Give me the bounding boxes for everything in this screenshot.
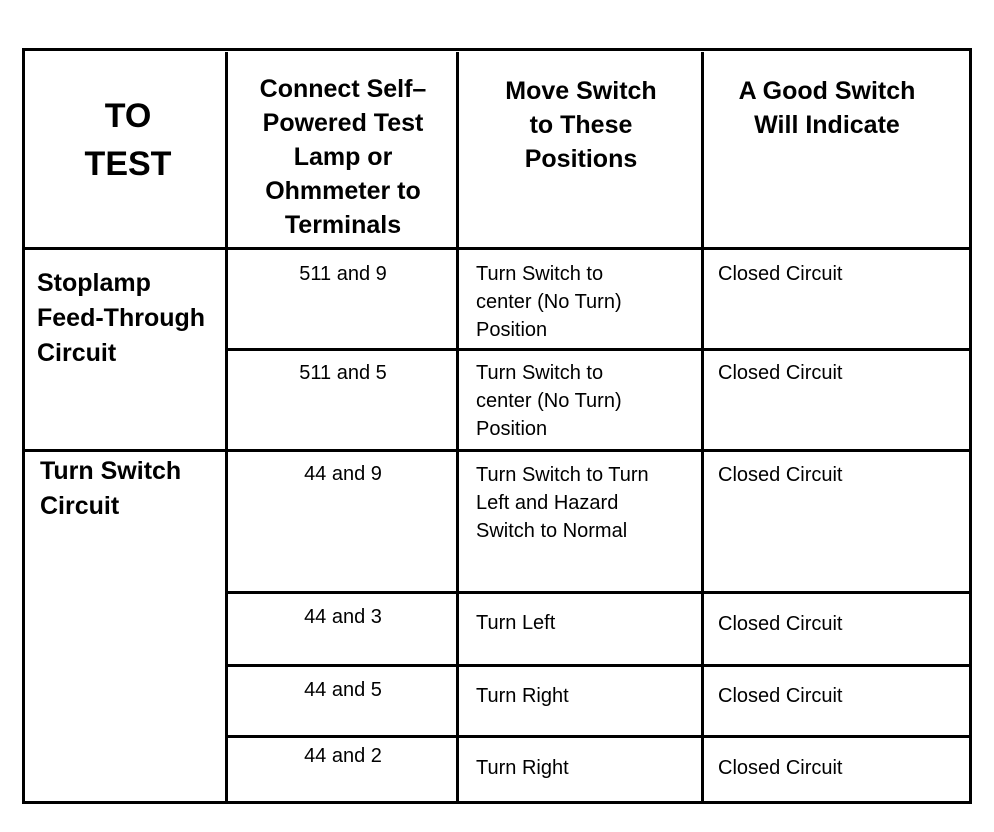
indicate-cell: Closed Circuit	[718, 685, 843, 707]
terminals-cell: 511 and 5	[299, 362, 387, 384]
indicate-cell: Closed Circuit	[718, 464, 843, 486]
terminals-cell: 44 and 2	[304, 745, 382, 767]
row-divider	[226, 348, 972, 351]
indicate-cell: Closed Circuit	[718, 263, 843, 285]
header-connect-terminals: Connect Self– Powered Test Lamp or Ohmmeter to Terminals	[259, 75, 427, 239]
terminals-cell: 44 and 9	[304, 463, 382, 485]
row-divider	[22, 449, 972, 452]
terminals-cell: 511 and 9	[299, 263, 387, 285]
positions-cell: Turn Switch to Turn Left and Hazard Switch to Normal	[476, 464, 649, 542]
positions-cell: Turn Right	[476, 685, 569, 707]
terminals-cell: 44 and 3	[304, 606, 382, 628]
indicate-cell: Closed Circuit	[718, 613, 843, 635]
section-label-turn-switch: Turn Switch Circuit	[40, 457, 182, 520]
terminals-cell: 44 and 5	[304, 679, 382, 701]
indicate-cell: Closed Circuit	[718, 362, 843, 384]
header-move-switch: Move Switch to These Positions	[505, 77, 657, 173]
positions-cell: Turn Switch to center (No Turn) Position	[476, 362, 622, 440]
indicate-cell: Closed Circuit	[718, 757, 843, 779]
header-to-test: TO TEST	[84, 97, 172, 183]
positions-cell: Turn Left	[476, 612, 556, 634]
row-divider	[226, 735, 972, 738]
header-good-switch: A Good Switch Will Indicate	[738, 77, 916, 139]
positions-cell: Turn Right	[476, 757, 569, 779]
row-divider	[226, 591, 972, 594]
section-label-stoplamp: Stoplamp Feed-Through Circuit	[37, 269, 206, 367]
positions-cell: Turn Switch to center (No Turn) Position	[476, 263, 622, 341]
row-divider	[22, 247, 972, 250]
row-divider	[226, 664, 972, 667]
